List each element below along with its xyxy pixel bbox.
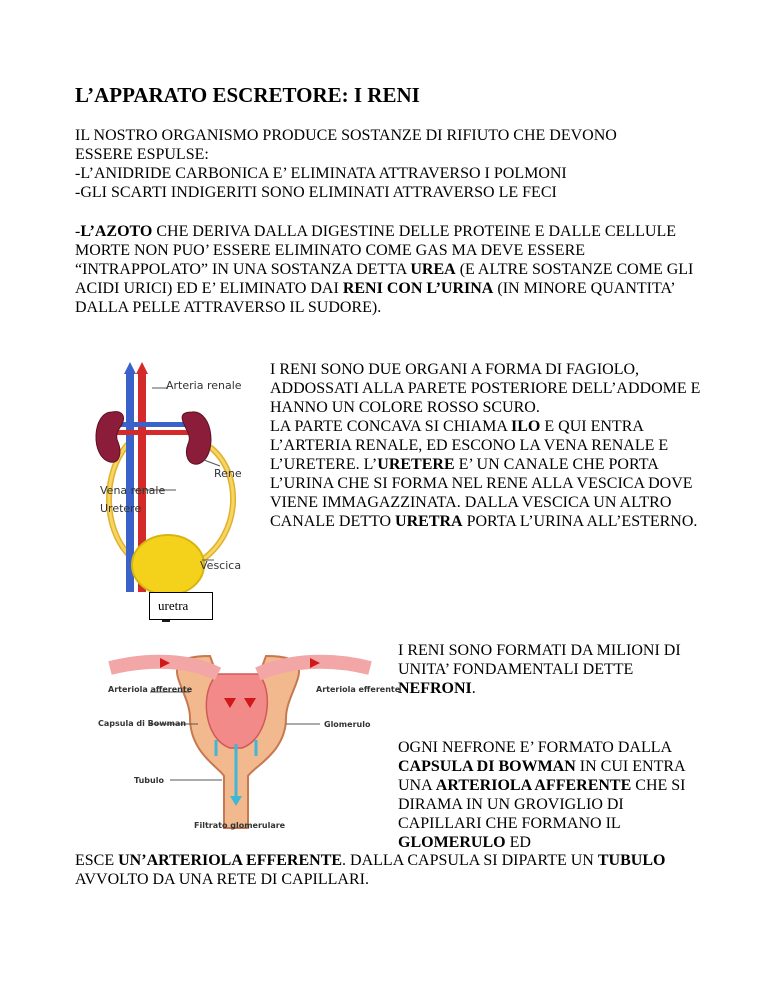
kidney-left: [96, 412, 124, 463]
label-vescica: Vescica: [200, 559, 242, 572]
reni-text: I RENI SONO DUE ORGANI A FORMA DI FAGIOLO, ADDOSSATI ALLA PARETE POSTERIORE DELL’ADDOME E HANNO UN COLORE ROSSO SCURO.: [270, 361, 701, 416]
azoto-bold: L’AZOTO: [80, 223, 153, 240]
kidney-right: [182, 412, 211, 464]
tail-text: ESCE: [75, 852, 119, 869]
nefrone-text: IN CUI ENTRA UNA: [398, 758, 685, 794]
label-filtrato: Filtrato glomerulare: [194, 821, 286, 830]
intro-line: -GLI SCARTI INDIGERITI SONO ELIMINATI ATTRAVERSO LE FECI: [75, 184, 557, 201]
label-tubulo: Tubulo: [134, 776, 164, 785]
label-rene: Rene: [214, 467, 242, 480]
label-arteriola-efferente: Arteriola efferente: [316, 685, 401, 694]
intro-line: ESSERE ESPULSE:: [75, 146, 209, 163]
uretra-bold: URETRA: [395, 513, 463, 530]
label-capsula-bowman: Capsula di Bowman: [98, 719, 187, 728]
uretere-bold: URETERE: [377, 456, 455, 473]
reni-text: PORTA L’URINA ALL’ESTERNO.: [462, 513, 698, 530]
azoto-text: (E ALTRE SOSTANZE COME GLI ACIDI URICI) ED E’ ELIMINATO DAI: [75, 261, 694, 297]
nefrone-paragraph: [398, 738, 708, 852]
tail-paragraph: [75, 851, 715, 889]
reni-text: E’ UN CANALE CHE PORTA L’URINA CHE SI FORMA NEL RENE ALLA VESCICA DOVE VIENE IMMAGAZZINATA. DALLA VESCICA UN ALTRO CANALE DETTO: [270, 456, 693, 530]
tail-text: . DALLA CAPSULA SI DIPARTE UN: [342, 852, 598, 869]
nefrone-text: OGNI NEFRONE E’ FORMATO DALLA: [398, 739, 672, 756]
ilo-bold: ILO: [511, 418, 541, 435]
nefroni-paragraph: [398, 641, 698, 698]
azoto-text: CHE DERIVA DALLA DIGESTINE DELLE PROTEINE E DALLE CELLULE MORTE NON PUO’ ESSERE ELIMINATO COME GAS MA DEVE ESSERE “INTRAPPOLATO” IN UNA SOSTANZA DETTA: [75, 223, 676, 278]
nefrone-text: CHE SI DIRAMA IN UN GROVIGLIO DI CAPILLARI CHE FORMANO IL: [398, 777, 686, 832]
label-uretra: uretra: [158, 598, 189, 613]
uretra-label-box: [149, 592, 213, 620]
nefroni-text: .: [471, 680, 476, 697]
page-title: L’APPARATO ESCRETORE: I RENI: [75, 83, 420, 107]
intro-line: IL NOSTRO ORGANISMO PRODUCE SOSTANZE DI RIFIUTO CHE DEVONO: [75, 127, 617, 144]
label-glomerulo: Glomerulo: [324, 720, 371, 729]
reni-urina-bold: RENI CON L’URINA: [342, 280, 494, 297]
capsula-bold: CAPSULA DI BOWMAN: [398, 758, 576, 775]
tail-text: AVVOLTO DA UNA RETE DI CAPILLARI.: [75, 871, 369, 888]
label-vena-renale: Vena renale: [100, 484, 166, 497]
kidney-diagram: [92, 362, 262, 622]
intro-paragraph: [75, 126, 617, 202]
bladder: [132, 535, 204, 595]
label-uretere: Uretere: [100, 502, 142, 515]
nefroni-text: I RENI SONO FORMATI DA MILIONI DI UNITA’ FONDAMENTALI DETTE: [398, 642, 681, 678]
intro-line: -L’ANIDRIDE CARBONICA E’ ELIMINATA ATTRAVERSO I POLMONI: [75, 165, 567, 182]
azoto-dash: -: [75, 223, 81, 240]
reni-text: LA PARTE CONCAVA SI CHIAMA: [270, 418, 512, 435]
glomerulo-bold: GLOMERULO: [398, 834, 506, 851]
nephron-diagram: [90, 648, 401, 838]
urea-bold: UREA: [410, 261, 456, 278]
label-arteria-renale: Arteria renale: [166, 379, 242, 392]
arteriola-efferente-bold: UN’ARTERIOLA EFFERENTE: [118, 852, 343, 869]
reni-text: E QUI ENTRA L’ARTERIA RENALE, ED ESCONO LA VENA RENALE E L’URETERE. L’: [270, 418, 669, 473]
label-arteriola-afferente: Arteriola afferente: [108, 685, 193, 694]
nefroni-bold: NEFRONI: [398, 680, 472, 697]
tubulo-bold: TUBULO: [597, 852, 666, 869]
azoto-paragraph: [75, 222, 705, 317]
arteriola-afferente-bold: ARTERIOLA AFFERENTE: [435, 777, 632, 794]
nefrone-text: ED: [505, 834, 531, 851]
reni-paragraph: [270, 360, 710, 531]
azoto-text: (IN MINORE QUANTITA’ DALLA PELLE ATTRAVERSO IL SUDORE).: [75, 280, 675, 316]
